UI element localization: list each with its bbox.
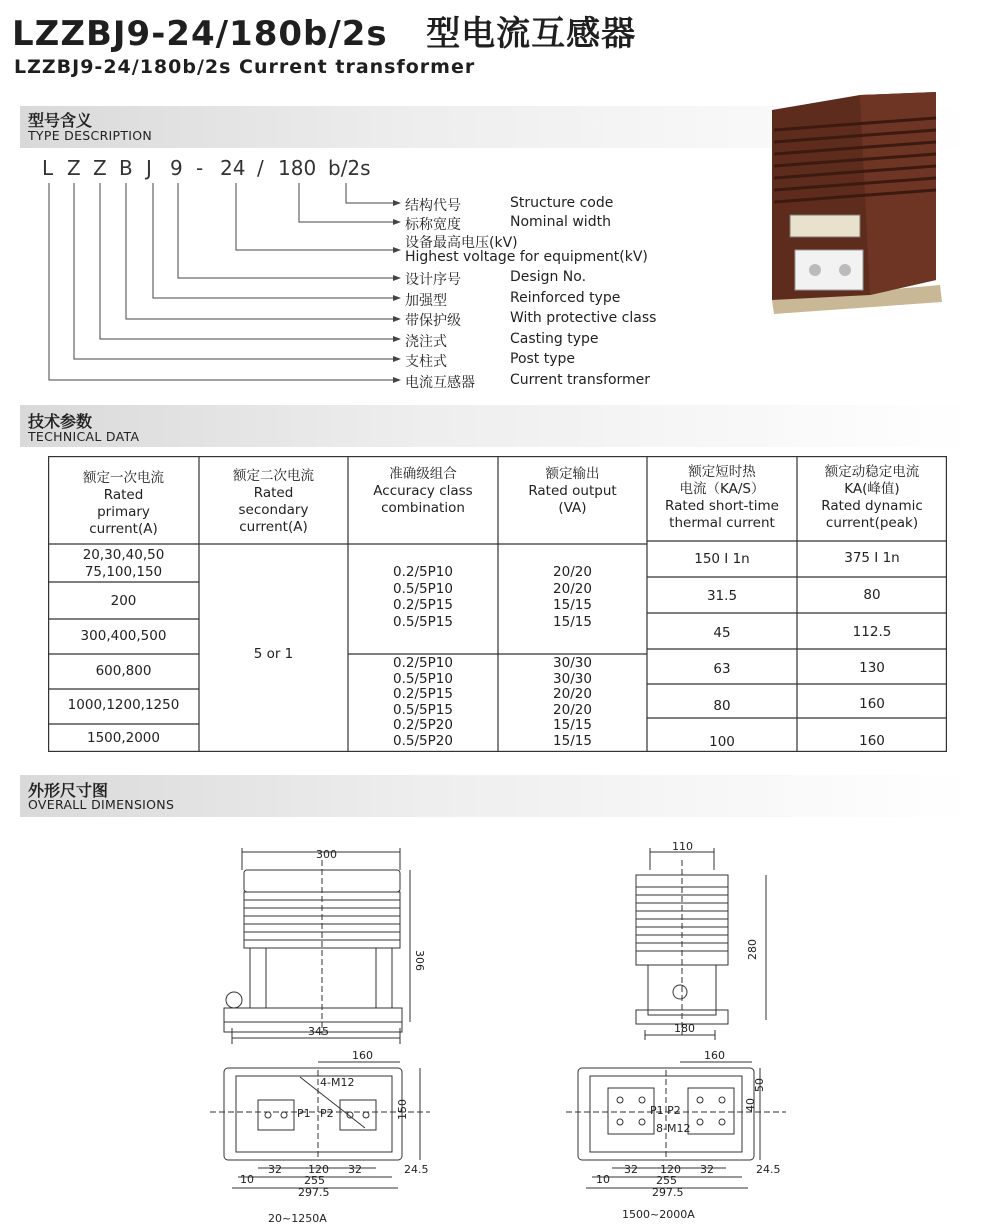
thermal-row-6: 100 xyxy=(709,734,735,750)
thermal-row-1: 150 I 1n xyxy=(694,551,750,567)
code-leader-lines xyxy=(0,0,990,400)
code-part-dash: - xyxy=(196,156,204,180)
desc-en-protective: With protective class xyxy=(510,310,657,326)
code-part-j: J xyxy=(146,156,152,180)
dim-left-base: 345 xyxy=(308,1025,329,1038)
desc-zh-current-transformer: 电流互感器 xyxy=(405,375,475,391)
desc-zh-reinforced: 加强型 xyxy=(405,293,447,309)
dim-right-plan-top: 160 xyxy=(704,1049,725,1062)
type-description-heading-en: TYPE DESCRIPTION xyxy=(28,128,153,143)
code-part-24: 24 xyxy=(220,156,246,180)
page-subtitle: LZZBJ9-24/180b/2s Current transformer xyxy=(14,56,476,78)
dynamic-row-3: 112.5 xyxy=(852,624,892,640)
dim-right-plan-10: 10 xyxy=(596,1173,610,1186)
page-title: LZZBJ9-24/180b/2s 型电流互感器 xyxy=(12,14,637,54)
primary-current-row-1: 20,30,40,50 75,100,150 xyxy=(82,547,165,580)
dim-right-plan-p: P1 P2 xyxy=(650,1104,681,1117)
dynamic-row-1: 375 I 1n xyxy=(844,550,900,566)
thermal-row-4: 63 xyxy=(713,661,731,677)
dim-right-width: 110 xyxy=(672,840,693,853)
col-header-output-en: Rated output (VA) xyxy=(528,483,617,516)
col-header-secondary-en: Rated secondary current(A) xyxy=(238,485,309,535)
desc-zh-highest-voltage: 设备最高电压(kV) xyxy=(405,235,518,251)
primary-current-row-4: 600,800 xyxy=(95,663,152,679)
accuracy-group-2: 0.2/5P10 0.5/5P10 0.2/5P15 0.5/5P15 0.2/5P20 0.5/5P20 xyxy=(393,655,453,749)
dynamic-row-2: 80 xyxy=(863,587,881,603)
type-description-heading-zh: 型号含义 xyxy=(28,111,93,130)
primary-current-row-6: 1500,2000 xyxy=(86,730,160,746)
col-header-accuracy-zh: 准确级组合 xyxy=(389,466,457,482)
primary-current-row-5: 1000,1200,1250 xyxy=(67,697,180,713)
dim-left-plan-24-5: 24.5 xyxy=(404,1163,429,1176)
dim-right-plan-40: 40 xyxy=(744,1098,757,1112)
dim-left-plan-32b: 32 xyxy=(348,1163,362,1176)
dynamic-row-4: 130 xyxy=(859,660,885,676)
col-header-output-zh: 额定输出 xyxy=(545,466,600,482)
col-header-dynamic-en: Rated dynamic current(peak) xyxy=(821,498,923,531)
right-plan-caption: 1500~2000A xyxy=(622,1208,695,1221)
desc-zh-casting: 浇注式 xyxy=(405,334,447,350)
dim-left-plan-32a: 32 xyxy=(268,1163,282,1176)
thermal-row-3: 45 xyxy=(713,625,731,641)
desc-en-current-transformer: Current transformer xyxy=(510,372,651,388)
left-plan-caption: 20~1250A xyxy=(268,1212,327,1225)
dim-left-plan-top: 160 xyxy=(352,1049,373,1062)
dynamic-row-6: 160 xyxy=(859,733,885,749)
dynamic-row-5: 160 xyxy=(859,696,885,712)
col-header-thermal-zh: 额定短时热 电流（KA/S） xyxy=(679,464,765,497)
secondary-current-value: 5 or 1 xyxy=(253,646,294,662)
left-front-view xyxy=(224,848,410,1044)
code-part-z1: Z xyxy=(67,156,81,180)
technical-data-table xyxy=(48,456,947,752)
desc-en-casting: Casting type xyxy=(510,331,599,347)
overall-dimensions-heading-zh: 外形尺寸图 xyxy=(28,781,109,800)
dim-left-plan-150: 150 xyxy=(396,1099,409,1120)
dim-left-width: 300 xyxy=(316,848,337,861)
dim-right-plan-297-5: 297.5 xyxy=(652,1186,684,1199)
code-part-slash: / xyxy=(257,156,264,180)
output-group-2: 30/30 30/30 20/20 20/20 15/15 15/15 xyxy=(553,655,592,749)
desc-en-reinforced: Reinforced type xyxy=(510,290,621,306)
col-header-secondary-current xyxy=(199,468,348,536)
dimension-drawings xyxy=(0,830,990,1225)
dim-left-plan-297-5: 297.5 xyxy=(298,1186,330,1199)
desc-en-design-no: Design No. xyxy=(510,269,587,285)
desc-en-highest-voltage: Highest voltage for equipment(kV) xyxy=(405,249,648,265)
dim-right-plan-255: 255 xyxy=(656,1174,677,1187)
primary-current-row-2: 200 xyxy=(110,593,137,609)
col-header-primary-en: Rated primary current(A) xyxy=(89,487,158,537)
thermal-row-5: 80 xyxy=(713,698,731,714)
dim-left-plan-bolt: 4-M12 xyxy=(320,1076,355,1089)
desc-zh-structure-code: 结构代号 xyxy=(405,198,461,214)
technical-data-heading-zh: 技术参数 xyxy=(28,412,93,431)
dim-right-base: 180 xyxy=(674,1022,695,1035)
desc-en-post-type: Post type xyxy=(510,351,576,367)
col-header-accuracy-en: Accuracy class combination xyxy=(373,483,473,516)
dim-left-plan-p2: P2 xyxy=(320,1107,334,1120)
dim-right-plan-32b: 32 xyxy=(700,1163,714,1176)
overall-dimensions-heading-en: OVERALL DIMENSIONS xyxy=(28,797,175,812)
technical-data-bar xyxy=(20,405,970,447)
dim-right-plan-120: 120 xyxy=(660,1163,681,1176)
dim-right-height: 280 xyxy=(746,939,759,960)
desc-zh-post-type: 支柱式 xyxy=(405,354,447,370)
code-part-z2: Z xyxy=(93,156,107,180)
dim-right-plan-50: 50 xyxy=(753,1078,766,1092)
col-header-rated-output xyxy=(498,466,647,517)
dim-left-plan-255: 255 xyxy=(304,1174,325,1187)
primary-current-row-3: 300,400,500 xyxy=(80,628,167,644)
code-part-180: 180 xyxy=(278,156,317,180)
desc-zh-protective: 带保护级 xyxy=(405,313,461,329)
dim-left-plan-p1: P1 xyxy=(297,1107,311,1120)
desc-zh-design-no: 设计序号 xyxy=(405,272,461,288)
code-part-b2s: b/2s xyxy=(328,156,371,180)
technical-data-heading-en: TECHNICAL DATA xyxy=(28,429,140,444)
thermal-row-2: 31.5 xyxy=(706,588,738,604)
dim-left-height: 306 xyxy=(413,950,426,971)
code-part-b: B xyxy=(119,156,133,180)
dim-right-plan-24-5: 24.5 xyxy=(756,1163,781,1176)
accuracy-group-1: 0.2/5P10 0.5/5P10 0.2/5P15 0.5/5P15 xyxy=(393,564,453,630)
desc-en-nominal-width: Nominal width xyxy=(510,214,611,230)
dim-right-plan-32a: 32 xyxy=(624,1163,638,1176)
dim-left-plan-10: 10 xyxy=(240,1173,254,1186)
col-header-dynamic-current xyxy=(797,464,947,532)
output-group-1: 20/20 20/20 15/15 15/15 xyxy=(553,564,592,630)
col-header-primary-current xyxy=(48,470,199,538)
code-part-9: 9 xyxy=(170,156,183,180)
dim-right-plan-bolt: 8-M12 xyxy=(656,1122,691,1135)
desc-zh-nominal-width: 标称宽度 xyxy=(405,217,461,233)
col-header-accuracy-class xyxy=(348,466,498,517)
col-header-secondary-zh: 额定二次电流 xyxy=(233,468,314,484)
desc-en-structure-code: Structure code xyxy=(510,195,614,211)
col-header-thermal-current xyxy=(647,464,797,532)
col-header-thermal-en: Rated short-time thermal current xyxy=(665,498,779,531)
col-header-dynamic-zh: 额定动稳定电流 KA(峰值) xyxy=(824,464,920,497)
dim-left-plan-120: 120 xyxy=(308,1163,329,1176)
code-part-l: L xyxy=(42,156,54,180)
col-header-primary-zh: 额定一次电流 xyxy=(83,470,164,486)
